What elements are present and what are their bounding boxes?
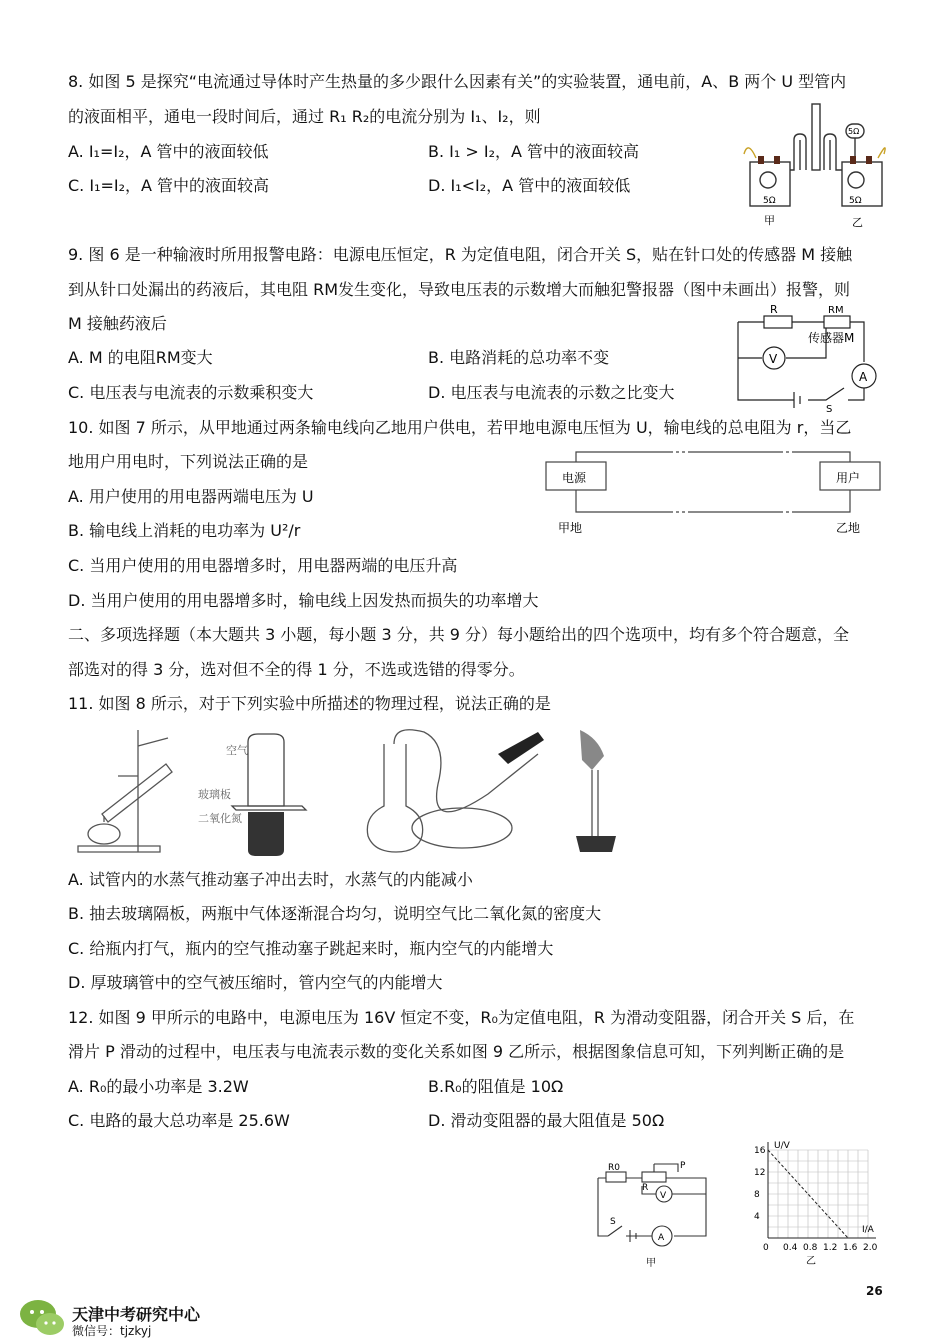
fig10-jia-label: 甲地 [558, 521, 583, 535]
graph-grid [768, 1150, 868, 1238]
q9-figure [730, 300, 890, 416]
q9-stem-line2: 到从针口处漏出的药液后，其电阻 RM发生变化，导致电压表的示数增大而触犯警报器（图中未画出）报警，则 [68, 280, 851, 299]
q8-figure [738, 100, 888, 230]
compression-tube [592, 770, 598, 836]
q12-option-d: D. 滑动变阻器的最大阻值是 50Ω [428, 1111, 665, 1130]
q12-stem-line2: 滑片 P 滑动的过程中，电压表与电流表示数的变化关系如图 9 乙所示，根据图象信息可知，下列判断正确的是 [68, 1042, 845, 1061]
x-tick-label: 1.6 [843, 1243, 858, 1253]
fig10-user-label: 用户 [836, 471, 861, 485]
fig11-air-label: 空气 [226, 744, 248, 757]
q10-figure [540, 446, 890, 542]
fig10-source-label: 电源 [562, 471, 587, 485]
fig12-p-label: P [680, 1161, 686, 1171]
q9-option-d: D. 电压表与电流表的示数之比变大 [428, 383, 675, 402]
fig8-r1-label: 5Ω [763, 196, 776, 206]
q10-option-c: C. 当用户使用的用电器增多时，用电器两端的电压升高 [68, 556, 458, 575]
q11-option-c: C. 给瓶内打气，瓶内的空气推动塞子跳起来时，瓶内空气的内能增大 [68, 939, 554, 958]
graph-caption: 乙 [806, 1256, 816, 1267]
q8-option-a: A. I₁=I₂，A 管中的液面较低 [68, 142, 269, 161]
q9-option-b: B. 电路消耗的总功率不变 [428, 348, 610, 367]
tube-base [576, 836, 616, 852]
q12-option-b: B.R₀的阻值是 10Ω [428, 1077, 564, 1096]
no2-jar [248, 812, 284, 856]
q11-option-a: A. 试管内的水蒸气推动塞子冲出去时，水蒸气的内能减小 [68, 870, 473, 889]
q11-stem: 11. 如图 8 所示，对于下列实验中所描述的物理过程，说法正确的是 [68, 694, 551, 713]
resistor-r0 [606, 1172, 626, 1182]
footer-wechat: 微信号：tjzkyj [72, 1324, 152, 1338]
q8-stem-line1: 8. 如图 5 是探究“电流通过导体时产生热量的多少跟什么因素有关”的实验装置，通电前，A、B 两个 U 型管内 [68, 72, 847, 91]
fig10-yi-label: 乙地 [836, 521, 861, 535]
fig12-r-label: R [642, 1183, 649, 1193]
right-container [842, 162, 882, 206]
footer-brand: 天津中考研究中心 [72, 1305, 201, 1324]
wechat-logo [18, 1298, 66, 1338]
fig11-glass-label: 玻璃板 [198, 788, 231, 801]
fig12-v-label: V [660, 1191, 667, 1201]
fig12-s-label: S [610, 1217, 616, 1227]
q12-option-c: C. 电路的最大总功率是 25.6W [68, 1111, 290, 1130]
x-tick-label: 0 [763, 1243, 769, 1253]
graph-ylabel: U/V [774, 1141, 790, 1151]
y-tick-label: 12 [754, 1168, 766, 1178]
q9-option-c: C. 电压表与电流表的示数乘积变大 [68, 383, 314, 402]
x-tick-label: 2.0 [863, 1243, 878, 1253]
fig9-v-label: V [769, 352, 778, 366]
test-tube-apparatus [78, 730, 172, 852]
fig8-r2-label: 5Ω [849, 196, 862, 206]
fig9-sensor-label: 传感器M [808, 331, 855, 345]
q8-option-c: C. I₁=I₂，A 管中的液面较高 [68, 176, 270, 195]
fig12-r0-label: R0 [608, 1163, 620, 1173]
u-tube-stand [812, 104, 820, 170]
q10-option-d: D. 当用户使用的用电器增多时，输电线上因发热而损失的功率增大 [68, 591, 539, 610]
fig11-no2-label: 二氧化氮 [198, 812, 242, 825]
q9-stem-line3: M 接触药液后 [68, 314, 167, 333]
x-tick-label: 0.8 [803, 1243, 818, 1253]
x-tick-label: 1.2 [823, 1243, 838, 1253]
q10-stem-line2: 地用户用电时，下列说法正确的是 [68, 452, 309, 471]
q9-stem-line1: 9. 图 6 是一种输液时所用报警电路：电源电压恒定，R 为定值电阻，闭合开关 S，贴在针口处的传感器 M 接触 [68, 245, 853, 264]
x-tick-label: 0.4 [783, 1243, 798, 1253]
q12-circuit-figure [590, 1156, 714, 1270]
fig9-r-label: R [770, 303, 778, 316]
q11-option-d: D. 厚玻璃管中的空气被压缩时，管内空气的内能增大 [68, 973, 443, 992]
resistor-r [764, 316, 792, 328]
q12-option-a: A. R₀的最小功率是 3.2W [68, 1077, 249, 1096]
q12-graph [744, 1138, 884, 1268]
y-tick-label: 8 [754, 1190, 760, 1200]
fig12-jia-label: 甲 [646, 1258, 656, 1269]
q10-stem-line1: 10. 如图 7 所示，从甲地通过两条输电线向乙地用户供电，若甲地电源电压恒为 U，输电线的总电阻为 r，当乙 [68, 418, 852, 437]
fig9-s-label: S [826, 404, 833, 415]
fig9-rm-label: RM [828, 305, 844, 316]
page-number: 26 [866, 1284, 883, 1298]
q11-option-b: B. 抽去玻璃隔板，两瓶中气体逐渐混合均匀，说明空气比二氧化氮的密度大 [68, 904, 602, 923]
q10-option-b: B. 输电线上消耗的电功率为 U²/r [68, 521, 301, 540]
y-tick-label: 4 [754, 1212, 760, 1222]
fig12-a-label: A [658, 1233, 665, 1243]
resistor-rm [824, 316, 850, 328]
fig8-left-label: 甲 [764, 214, 775, 227]
section2-line1: 二、多项选择题（本大题共 3 小题，每小题 3 分，共 9 分）每小题给出的四个选项中，均有多个符合题意，全 [68, 625, 850, 644]
q8-option-b: B. I₁ > I₂，A 管中的液面较高 [428, 142, 640, 161]
y-tick-label: 16 [754, 1146, 766, 1156]
q12-stem-line1: 12. 如图 9 甲所示的电路中，电源电压为 16V 恒定不变，R₀为定值电阻，R 为滑动变阻器，闭合开关 S 后，在 [68, 1008, 855, 1027]
rheostat-r [642, 1172, 666, 1182]
q8-stem-line2: 的液面相平，通电一段时间后，通过 R₁ R₂的电流分别为 I₁、I₂，则 [68, 107, 541, 126]
q8-option-d: D. I₁<I₂，A 管中的液面较低 [428, 176, 631, 195]
section2-line2: 部选对的得 3 分，选对但不全的得 1 分，不选或选错的得零分。 [68, 660, 525, 679]
fig9-a-label: A [859, 370, 868, 384]
q9-option-a: A. M 的电阻RM变大 [68, 348, 213, 367]
q10-option-a: A. 用户使用的用电器两端电压为 U [68, 487, 314, 506]
fig8-r3-label: 5Ω [848, 127, 860, 136]
fig8-right-label: 乙 [852, 216, 863, 229]
hand-plunger [580, 730, 604, 770]
graph-xlabel: I/A [862, 1225, 874, 1235]
q11-figure [68, 724, 648, 864]
pump-handle [498, 732, 544, 764]
